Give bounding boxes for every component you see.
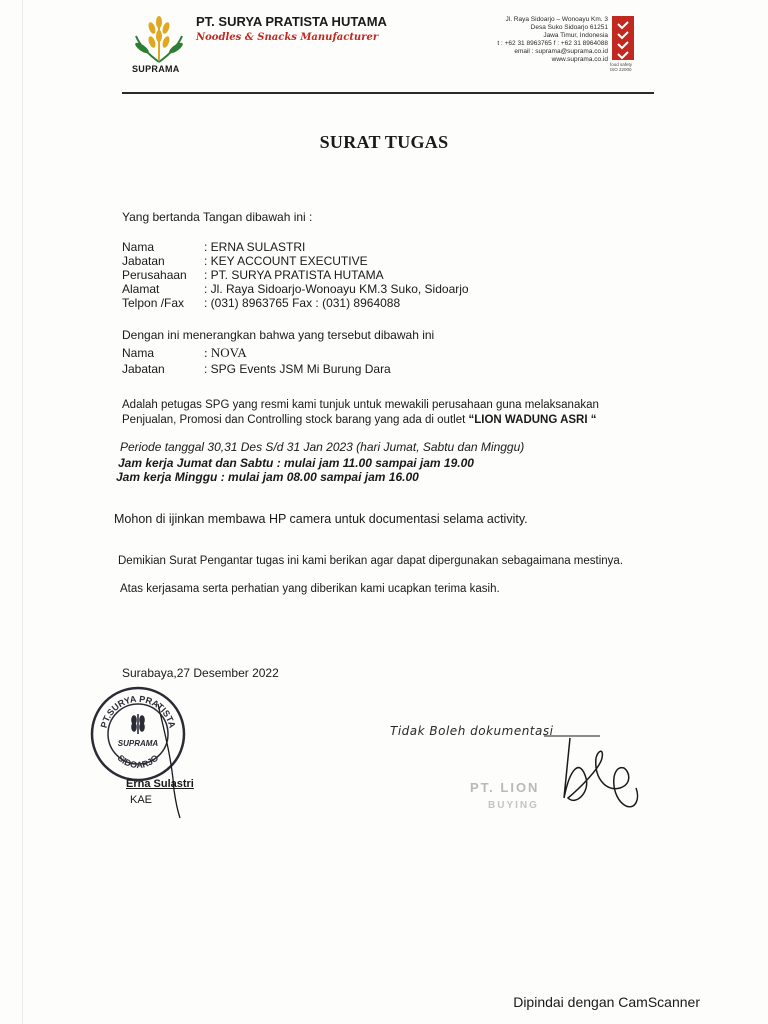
stamp-bottom-text: SIDOARJO (115, 752, 161, 771)
closing-paragraph-2: Atas kerjasama serta perhatian yang diberikan kami ucapkan terima kasih. (120, 583, 500, 595)
signer-details (122, 240, 469, 310)
signer-role: KAE (130, 794, 153, 806)
signature-stroke (150, 700, 190, 820)
address-line: Desa Suko Sidoarjo 61251 (530, 24, 608, 31)
company-tagline: Noodles & Snacks Manufacturer (196, 32, 379, 43)
field-label: Jabatan (122, 362, 165, 376)
field-row (122, 362, 391, 376)
field-value: : NOVA (204, 345, 247, 360)
field-label: Telpon /Fax (122, 296, 185, 310)
field-value: : ERNA SULASTRI (204, 240, 306, 254)
wheat-logo-icon (128, 14, 190, 64)
purpose-line-2 (122, 413, 597, 427)
field-row (122, 346, 391, 362)
document-title: SURAT TUGAS (319, 132, 449, 152)
field-row (122, 254, 469, 268)
field-value: : KEY ACCOUNT EXECUTIVE (204, 254, 368, 268)
subject-details (122, 346, 391, 376)
purpose-text: Penjualan, Promosi dan Controlling stock barang yang ada di outlet (122, 414, 469, 426)
signer-name: Erna Sulastri (126, 778, 194, 790)
field-row (122, 282, 469, 296)
period-text: Periode tanggal 30,31 Des S/d 31 Jan 2023 (hari Jumat, Sabtu dan Minggu) (120, 440, 525, 454)
stamp-top-text: PT.SURYA PRATISTA (98, 693, 178, 730)
address-line: Jawa Timur, Indonesia (543, 32, 608, 39)
field-row (122, 240, 469, 254)
address-line: email : suprama@suprama.co.id (514, 48, 608, 55)
company-name: PT. SURYA PRATISTA HUTAMA (196, 14, 387, 29)
field-label: Perusahaan (122, 268, 187, 282)
partner-stamp-line-2: BUYING (488, 800, 539, 811)
partner-stamp-line-1: PT. LION (470, 780, 540, 795)
intro-text: Yang bertanda Tangan dibawah ini : (122, 210, 313, 224)
field-row (122, 296, 469, 310)
handwritten-note: Tidak Boleh dokumentasi (390, 724, 554, 738)
address-line: www.suprama.co.id (551, 56, 608, 63)
field-value: : Jl. Raya Sidoarjo-Wonoayu KM.3 Suko, Sidoarjo (204, 282, 469, 296)
company-address (428, 16, 608, 64)
iso-certification-badge (612, 16, 634, 60)
stamp-wheat-icon (132, 714, 144, 734)
field-label: Jabatan (122, 254, 165, 268)
scan-edge (22, 0, 23, 1024)
weekday-hours: Jam kerja Jumat dan Sabtu : mulai jam 11.00 sampai jam 19.00 (118, 456, 474, 470)
field-label: Alamat (122, 282, 160, 296)
scanner-footer: Dipindai dengan CamScanner (513, 994, 700, 1010)
field-row (122, 268, 469, 282)
sunday-hours: Jam kerja Minggu : mulai jam 08.00 sampai jam 16.00 (116, 470, 419, 484)
address-line: Jl. Raya Sidoarjo – Wonoayu Km. 3 (505, 16, 608, 23)
partner-signature (540, 728, 660, 828)
field-value: : PT. SURYA PRATISTA HUTAMA (204, 268, 384, 282)
camera-note: Mohon di ijinkan membawa HP camera untuk documentasi selama activity. (114, 512, 528, 526)
letterhead-divider (122, 92, 654, 94)
checkmarks-icon (612, 16, 634, 60)
field-value: : (031) 8963765 Fax : (031) 8964088 (204, 296, 401, 310)
closing-paragraph-1: Demikian Surat Pengantar tugas ini kami berikan agar dapat dipergunakan sebagaimana mestinya. (118, 555, 624, 567)
purpose-line-1: Adalah petugas SPG yang resmi kami tunjuk untuk mewakili perusahaan guna melaksanakan (122, 399, 599, 411)
field-label: Nama (122, 346, 155, 360)
place-date: Surabaya,27 Desember 2022 (122, 666, 279, 680)
field-value: : SPG Events JSM Mi Burung Dara (204, 362, 391, 376)
field-label: Nama (122, 240, 155, 254)
certification-caption: food safety ISO 22000 (610, 62, 633, 72)
outlet-name: “LION WADUNG ASRI “ (468, 414, 597, 426)
brand-name: SUPRAMA (132, 64, 180, 74)
statement-text: Dengan ini menerangkan bahwa yang tersebut dibawah ini (122, 328, 435, 342)
stamp-brand-text: SUPRAMA (117, 739, 159, 748)
address-line: t : +62 31 8963765 f : +62 31 8964088 (497, 40, 608, 47)
